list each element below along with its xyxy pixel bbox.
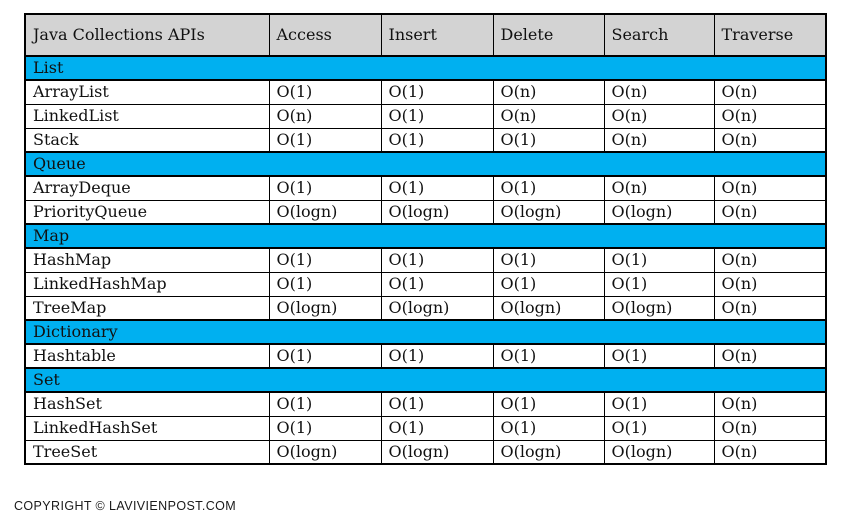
column-header-delete: Delete xyxy=(493,14,604,56)
complexity-cell: O(1) xyxy=(269,344,381,368)
complexity-cell: O(1) xyxy=(381,392,493,416)
table-row-linkedlist xyxy=(25,104,826,128)
table-row-linkedhashset xyxy=(25,416,826,440)
row-label: Stack xyxy=(25,128,269,152)
complexity-cell: O(logn) xyxy=(269,200,381,224)
complexity-cell: O(1) xyxy=(381,416,493,440)
complexity-cell: O(logn) xyxy=(604,296,714,320)
column-header-access: Access xyxy=(269,14,381,56)
complexity-cell: O(1) xyxy=(269,176,381,200)
complexity-cell: O(1) xyxy=(381,104,493,128)
complexity-cell: O(n) xyxy=(714,248,826,272)
complexity-cell: O(logn) xyxy=(381,440,493,464)
table-row-hashtable xyxy=(25,344,826,368)
complexity-cell: O(logn) xyxy=(381,296,493,320)
complexity-cell: O(n) xyxy=(493,80,604,104)
header-row xyxy=(25,14,826,56)
complexity-cell: O(n) xyxy=(714,440,826,464)
complexity-cell: O(1) xyxy=(269,248,381,272)
section-label: Queue xyxy=(25,152,826,176)
complexity-cell: O(n) xyxy=(604,128,714,152)
row-label: LinkedList xyxy=(25,104,269,128)
row-label: LinkedHashMap xyxy=(25,272,269,296)
section-label: Map xyxy=(25,224,826,248)
copyright-text: COPYRIGHT © LAVIVIENPOST.COM xyxy=(14,499,237,513)
row-label: HashSet xyxy=(25,392,269,416)
table-row-arraydeque xyxy=(25,176,826,200)
column-header-insert: Insert xyxy=(381,14,493,56)
complexity-cell: O(logn) xyxy=(269,440,381,464)
complexity-cell: O(1) xyxy=(604,392,714,416)
column-header-traverse: Traverse xyxy=(714,14,826,56)
row-label: LinkedHashSet xyxy=(25,416,269,440)
complexity-cell: O(n) xyxy=(604,80,714,104)
row-label: ArrayDeque xyxy=(25,176,269,200)
complexity-cell: O(1) xyxy=(269,80,381,104)
complexity-cell: O(n) xyxy=(493,104,604,128)
complexity-cell: O(1) xyxy=(381,248,493,272)
table-row-stack xyxy=(25,128,826,152)
complexity-cell: O(1) xyxy=(269,392,381,416)
section-row-queue xyxy=(25,152,826,176)
complexity-cell: O(n) xyxy=(604,104,714,128)
complexity-cell: O(1) xyxy=(604,248,714,272)
complexity-cell: O(1) xyxy=(381,272,493,296)
row-label: TreeSet xyxy=(25,440,269,464)
section-row-set xyxy=(25,368,826,392)
complexity-cell: O(n) xyxy=(714,80,826,104)
complexity-cell: O(n) xyxy=(714,392,826,416)
section-row-dictionary xyxy=(25,320,826,344)
row-label: HashMap xyxy=(25,248,269,272)
complexity-cell: O(n) xyxy=(714,296,826,320)
complexity-cell: O(logn) xyxy=(604,200,714,224)
complexity-cell: O(1) xyxy=(493,344,604,368)
table-row-linkedhashmap xyxy=(25,272,826,296)
section-label: List xyxy=(25,56,826,80)
row-label: Hashtable xyxy=(25,344,269,368)
complexity-cell: O(1) xyxy=(493,176,604,200)
table-header xyxy=(25,14,826,56)
complexity-cell: O(n) xyxy=(714,272,826,296)
complexity-cell: O(n) xyxy=(714,128,826,152)
complexity-table xyxy=(24,13,827,465)
complexity-cell: O(logn) xyxy=(604,440,714,464)
complexity-cell: O(1) xyxy=(604,272,714,296)
complexity-cell: O(n) xyxy=(604,176,714,200)
table-row-treemap xyxy=(25,296,826,320)
table-row-priorityqueue xyxy=(25,200,826,224)
complexity-cell: O(1) xyxy=(493,272,604,296)
complexity-cell: O(n) xyxy=(714,104,826,128)
complexity-cell: O(1) xyxy=(269,128,381,152)
column-header-java-collections-apis: Java Collections APIs xyxy=(25,14,269,56)
complexity-cell: O(n) xyxy=(714,200,826,224)
complexity-cell: O(1) xyxy=(604,344,714,368)
complexity-cell: O(n) xyxy=(714,344,826,368)
complexity-cell: O(1) xyxy=(269,272,381,296)
row-label: PriorityQueue xyxy=(25,200,269,224)
complexity-cell: O(1) xyxy=(493,392,604,416)
complexity-cell: O(1) xyxy=(381,176,493,200)
table-row-hashset xyxy=(25,392,826,416)
complexity-cell: O(1) xyxy=(381,344,493,368)
table-body xyxy=(25,56,826,464)
row-label: TreeMap xyxy=(25,296,269,320)
complexity-cell: O(1) xyxy=(269,416,381,440)
complexity-cell: O(1) xyxy=(493,416,604,440)
section-label: Dictionary xyxy=(25,320,826,344)
complexity-cell: O(1) xyxy=(381,80,493,104)
complexity-cell: O(n) xyxy=(269,104,381,128)
table-row-arraylist xyxy=(25,80,826,104)
section-row-map xyxy=(25,224,826,248)
section-label: Set xyxy=(25,368,826,392)
complexity-cell: O(logn) xyxy=(493,296,604,320)
complexity-cell: O(1) xyxy=(493,128,604,152)
complexity-cell: O(n) xyxy=(714,176,826,200)
row-label: ArrayList xyxy=(25,80,269,104)
section-row-list xyxy=(25,56,826,80)
complexity-cell: O(1) xyxy=(604,416,714,440)
complexity-cell: O(logn) xyxy=(381,200,493,224)
complexity-cell: O(1) xyxy=(381,128,493,152)
table-row-treeset xyxy=(25,440,826,464)
complexity-cell: O(logn) xyxy=(269,296,381,320)
column-header-search: Search xyxy=(604,14,714,56)
table-row-hashmap xyxy=(25,248,826,272)
complexity-cell: O(1) xyxy=(493,248,604,272)
complexity-cell: O(n) xyxy=(714,416,826,440)
complexity-cell: O(logn) xyxy=(493,440,604,464)
complexity-cell: O(logn) xyxy=(493,200,604,224)
